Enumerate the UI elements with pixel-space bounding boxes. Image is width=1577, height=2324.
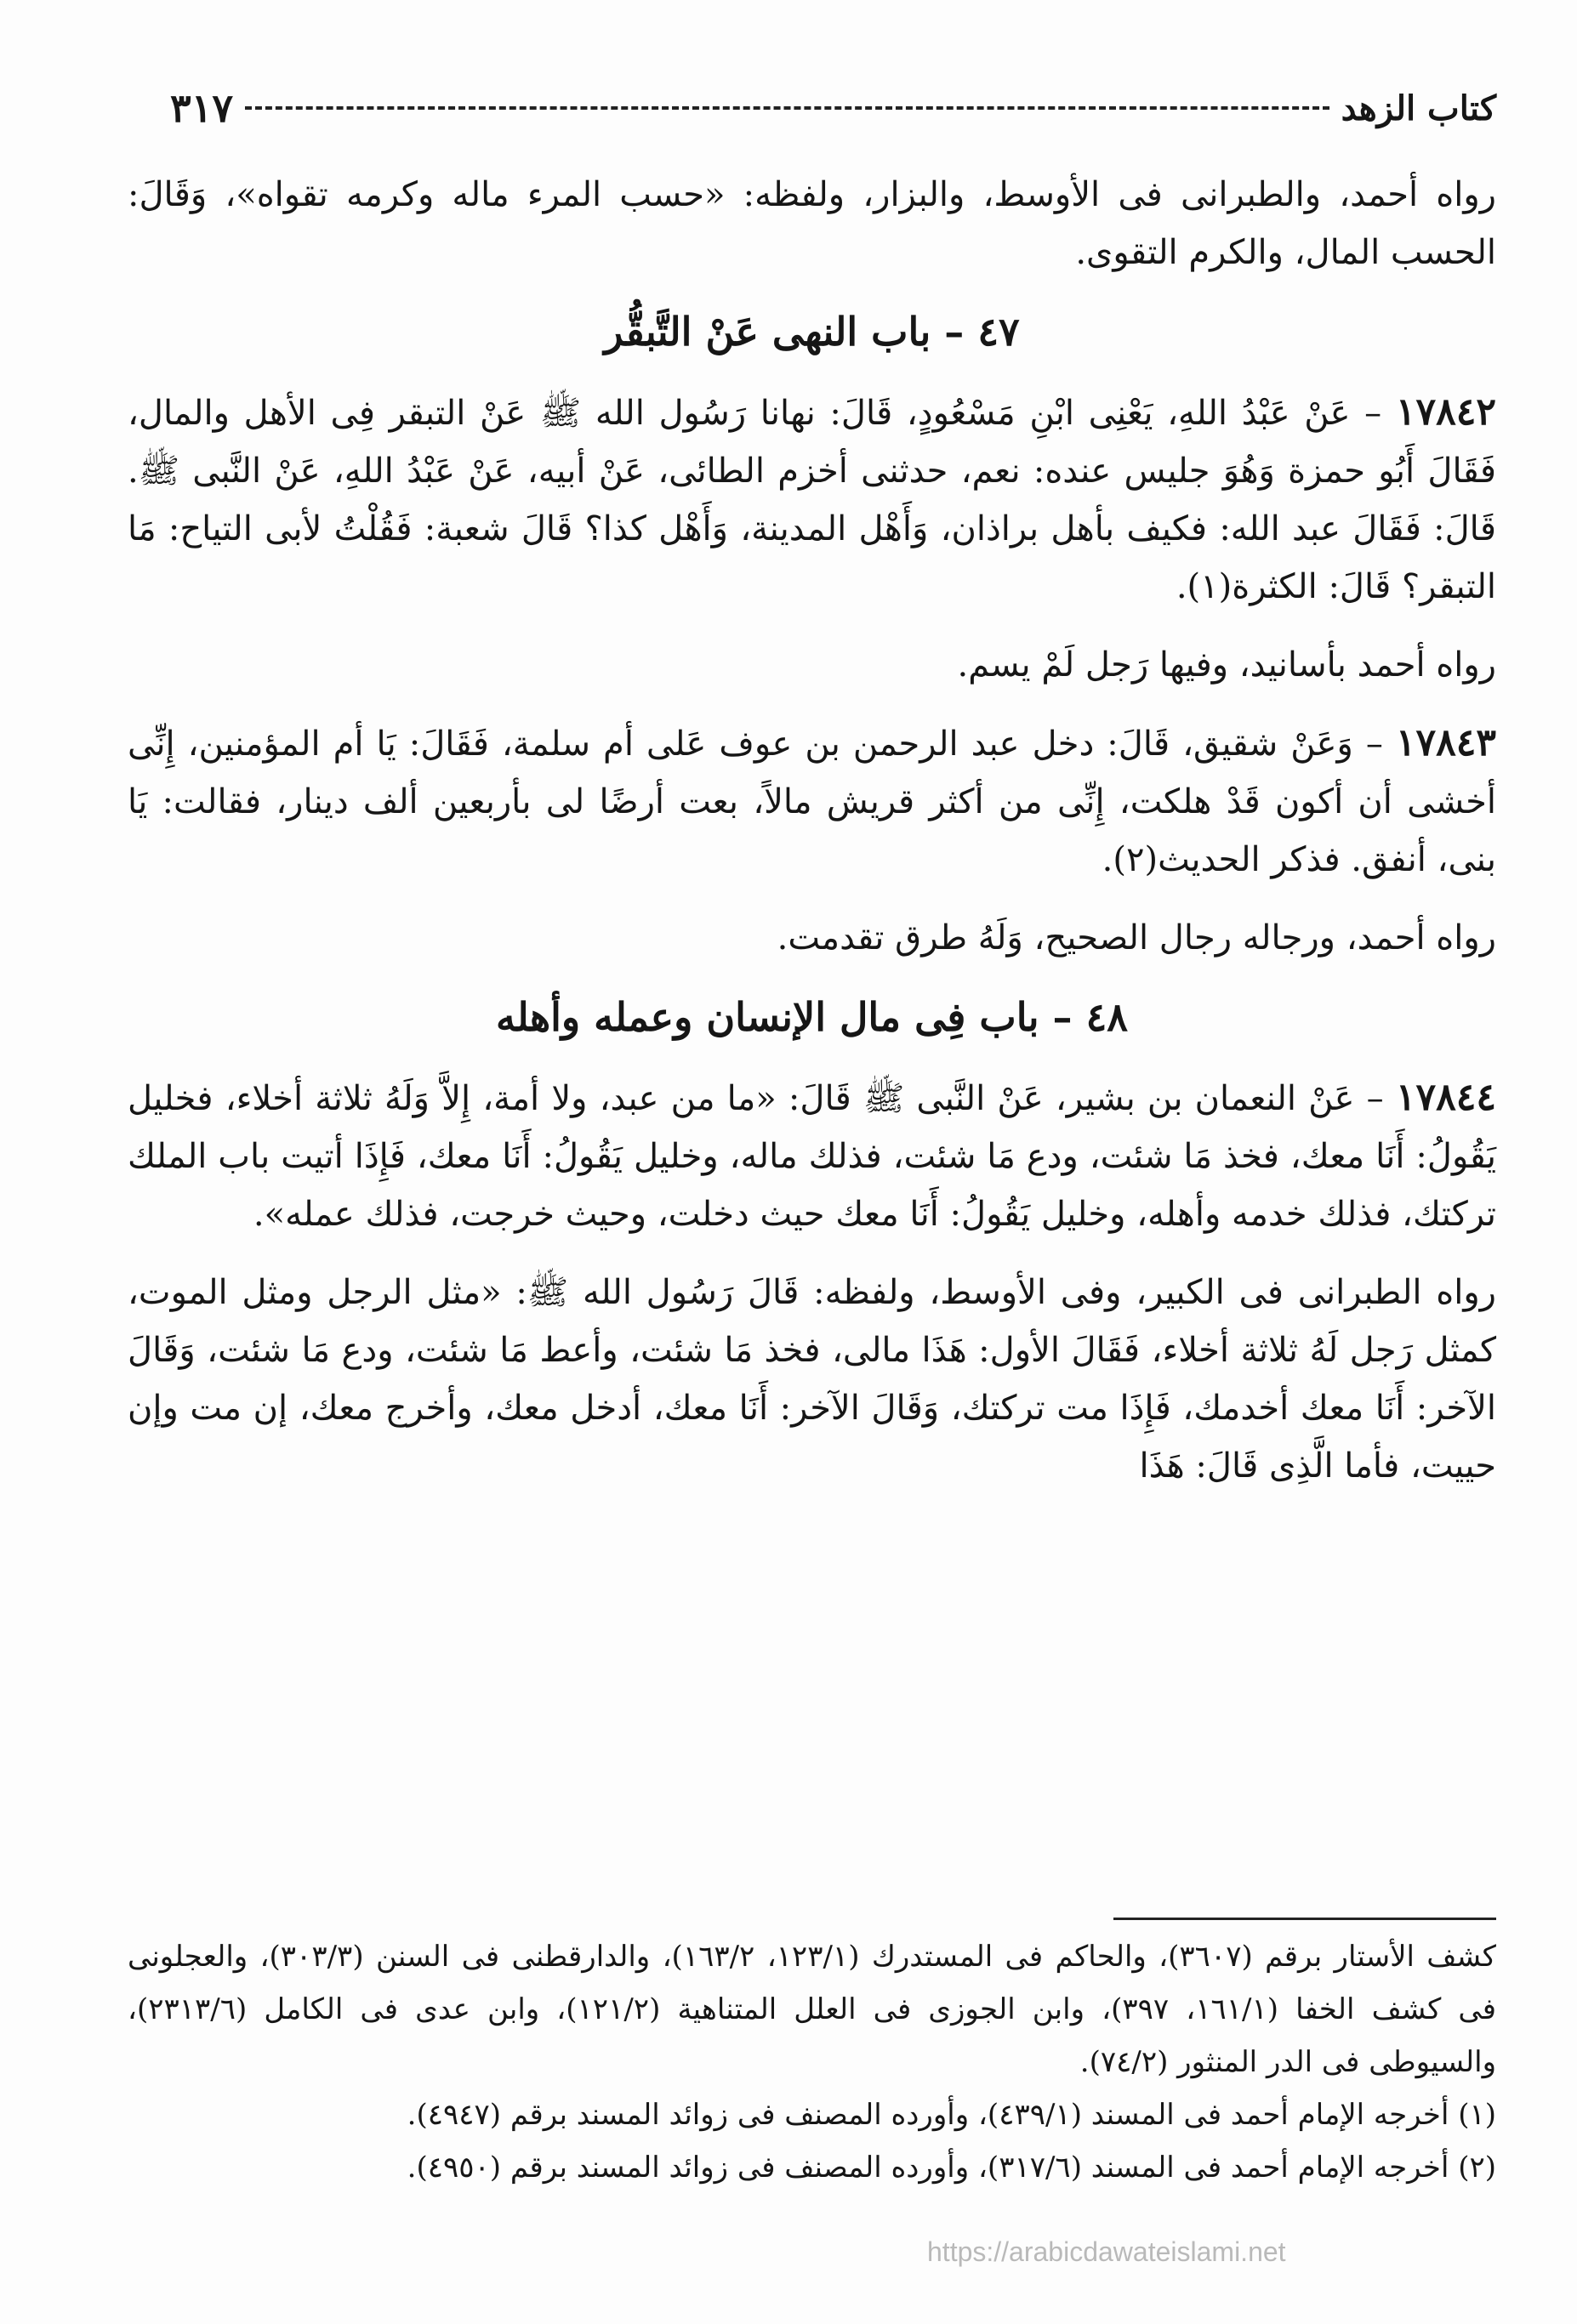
hadith-text: – عَنْ النعمان بن بشير، عَنْ النَّبى ﷺ قَالَ: «ما من عبد، ولا أمة، إِلاَّ وَلَهُ ثلاثة أخلاء، فخليل يَقُولُ: أَنَا معك، فخذ مَا شئت، ودع مَا شئت، فذلك ماله، وخليل يَقُولُ: أَنَا معك، فَإِذَا أتيت باب الملك تركتك، فذلك خدمه وأهله، وخليل يَقُولُ: أَنَا معك حيث دخلت، وحيث خرجت، فذلك عمله». xyxy=(128,1079,1496,1234)
hadith-17844 xyxy=(128,1069,1496,1243)
chapter-heading-48: ٤٨ – باب فِى مال الإنسان وعمله وأهله xyxy=(496,994,1128,1040)
book-title: كتاب الزهد xyxy=(1341,88,1496,128)
paragraph-intro xyxy=(128,166,1496,281)
narration-note xyxy=(128,909,1496,967)
footnote-1: (١) أخرجه الإمام أحمد فى المسند (٤٣٩/١)، وأورده المصنف فى زوائد المسند برقم (٤٩٤٧). xyxy=(407,2098,1496,2132)
footnotes xyxy=(128,1905,1496,2194)
main-text xyxy=(128,166,1496,1515)
paragraph-text: رواه أحمد، ورجاله رجال الصحيح، وَلَهُ طرق تقدمت. xyxy=(777,918,1496,957)
paragraph-text: رواه أحمد بأسانيد، وفيها رَجل لَمْ يسم. xyxy=(957,645,1496,685)
chapter-heading-47: ٤٧ – باب النهى عَنْ التَّبقُّر xyxy=(604,309,1020,355)
hadith-number: ١٧٨٤٣ xyxy=(1395,721,1496,764)
hadith-17842 xyxy=(128,384,1496,616)
page-number: ٣١٧ xyxy=(170,85,234,131)
hadith-number: ١٧٨٤٢ xyxy=(1395,390,1496,434)
paragraph-text: رواه الطبرانى فى الكبير، وفى الأوسط، ولفظه: قَالَ رَسُول الله ﷺ: «مثل الرجل ومثل الموت، كمثل رَجل لَهُ ثلاثة أخلاء، فَقَالَ الأول: هَذَا مالى، فخذ مَا شئت، وأعط مَا شئت، ودع مَا شئت، وَقَالَ الآخر: أَنَا معك أخدمك، فَإِذَا مت تركتك، وَقَالَ الآخر: أَنَا معك، أدخل معك، وأخرج معك، إن مت وإن حييت، فأما الَّذِى قَالَ: هَذَا xyxy=(128,1273,1496,1486)
hadith-number: ١٧٨٤٤ xyxy=(1395,1076,1496,1119)
paragraph-text: رواه أحمد، والطبرانى فى الأوسط، والبزار، ولفظه: «حسب المرء ماله وكرمه تقواه»، وَقَالَ: الحسب المال، والكرم التقوى. xyxy=(128,175,1496,272)
narration-note xyxy=(128,1264,1496,1495)
footnote-2: (٢) أخرجه الإمام أحمد فى المسند (٣١٧/٦)، وأورده المصنف فى زوائد المسند برقم (٤٩٥٠). xyxy=(407,2151,1496,2185)
hadith-text: – عَنْ عَبْدُ اللهِ، يَعْنِى ابْنِ مَسْعُودٍ، قَالَ: نهانا رَسُول الله ﷺ عَنْ التبقر فِى الأهل والمال، فَقَالَ أَبُو حمزة وَهُوَ جليس عنده: نعم، حدثنى أخزم الطائى، عَنْ أبيه، عَنْ عَبْدُ اللهِ، عَنْ النَّبى ﷺ. قَالَ: فَقَالَ عبد الله: فكيف بأهل براذان، وَأَهْل المدينة، وَأَهْل كذا؟ قَالَ شعبة: فَقُلْتُ لأبى التياح: مَا التبقر؟ قَالَ: الكثرة(١). xyxy=(128,394,1496,606)
hadith-17843 xyxy=(128,714,1496,889)
narration-note xyxy=(128,636,1496,694)
hadith-text: – وَعَنْ شقيق، قَالَ: دخل عبد الرحمن بن عوف عَلى أم سلمة، فَقَالَ: يَا أم المؤمنين، إِنِّى أخشى أن أكون قَدْ هلكت، إِنِّى من أكثر قريش مالاً، بعت أرضًا لى بأربعين ألف دينار، فقالت: يَا بنى، أنفق. فذكر الحديث(٢). xyxy=(128,724,1496,879)
watermark-url: https://arabicdawateislami.net xyxy=(927,2236,1286,2267)
running-header xyxy=(170,78,1496,138)
footnote-continuation: كشف الأستار برقم (٣٦٠٧)، والحاكم فى المستدرك (١٢٣/١، ١٦٣/٢)، والدارقطنى فى السنن (٣٠٣/٣)، والعجلونى فى كشف الخفا (١٦١/١، ٣٩٧)، وابن الجوزى فى العلل المتناهية (١٢١/٢)، وابن عدى فى الكامل (٢٣١٣/٦)، والسيوطى فى الدر المنثور (٧٤/٢). xyxy=(128,1940,1497,2079)
header-rule xyxy=(245,106,1329,110)
